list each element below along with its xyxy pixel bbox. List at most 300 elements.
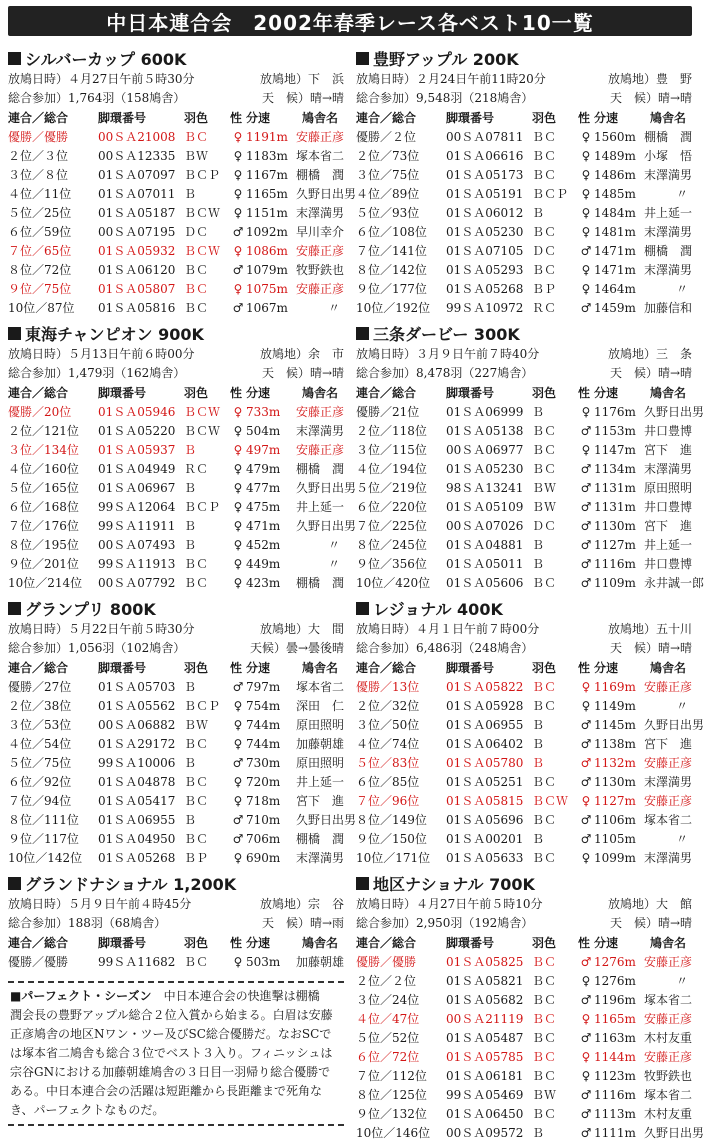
- speed: 1116m: [594, 556, 636, 571]
- square-bullet-icon: [8, 877, 21, 890]
- loft-name: 棚橋 潤: [296, 576, 345, 590]
- speed: 1130m: [594, 518, 636, 533]
- sex: ♀: [233, 499, 243, 514]
- rank: ７位／96位: [356, 794, 420, 808]
- feather-color: ＢＣ: [532, 1050, 557, 1064]
- result-row: [356, 696, 692, 715]
- participation-info: [356, 364, 692, 383]
- rank: ８位／245位: [356, 538, 427, 552]
- ring-number: 99ＳＡ10006: [98, 756, 176, 770]
- race-section: [8, 596, 357, 867]
- header-cell: 連合／総合: [8, 936, 69, 950]
- ring-number: 99ＳＡ11682: [98, 955, 176, 969]
- race-name: シルバーカップ 600K: [25, 49, 187, 69]
- speed: 449m: [246, 556, 281, 571]
- sex: ♀: [233, 793, 243, 808]
- release-time: 放鳩日時）３月９日午前７時40分: [356, 347, 540, 361]
- ring-number: 01ＳＡ05109: [446, 500, 524, 514]
- sex: ♂: [580, 243, 592, 258]
- header-cell: 性: [578, 661, 591, 675]
- weather: 天 候）晴→晴: [609, 641, 692, 655]
- speed: 1183m: [246, 148, 288, 163]
- loft-name: 末澤満男: [296, 206, 345, 220]
- rank: ９位／150位: [356, 832, 427, 846]
- rank: ３位／８位: [8, 168, 69, 182]
- release-location: 放鳩地）大 間: [259, 622, 344, 636]
- result-row: [8, 848, 344, 867]
- speed: 1131m: [594, 499, 636, 514]
- speed: 1167m: [246, 167, 288, 182]
- ring-number: 00ＳＡ06882: [98, 718, 176, 732]
- speed: 1131m: [594, 480, 636, 495]
- header-cell: 性: [230, 936, 243, 950]
- result-row: [356, 203, 692, 222]
- ring-number: 01ＳＡ06955: [98, 813, 176, 827]
- note-text: 中日本連合会の快進撃は棚橋 潤会長の豊野アップル総合２位入賞から始まる。白眉は安藤正彦鳩舎の地区Nワン・ツー及びSC総合優勝だ。なおSCでは塚本省二鳩舎も総合３位でベスト３入り。フィニッシュは宗谷GNにおける加藤朝雄鳩舎の３日目一羽帰り総合優勝である。中日本連合会の活躍は短距離から長距離まで死角なき、パーフェクトなものだ。: [10, 989, 333, 1117]
- release-time: 放鳩日時）４月27日午前５時30分: [8, 72, 195, 86]
- release-location: 放鳩地）余 市: [259, 347, 344, 361]
- sex: ♂: [580, 736, 592, 751]
- release-time: 放鳩日時）５月22日午前５時30分: [8, 622, 195, 636]
- rank: 10位／192位: [356, 301, 431, 315]
- feather-color: ＢＣ: [184, 282, 209, 296]
- results-header: [356, 383, 692, 402]
- loft-name: 安藤正彦: [296, 282, 345, 296]
- feather-color: ＢＣ: [532, 955, 557, 969]
- ring-number: 01ＳＡ05816: [98, 301, 176, 315]
- loft-name: 木村友重: [644, 1107, 693, 1121]
- rank: 優勝／優勝: [356, 955, 417, 969]
- header-cell: 羽色: [532, 936, 557, 950]
- result-row: [356, 478, 692, 497]
- ring-number: 01ＳＡ04949: [98, 462, 176, 476]
- rank: ２位／121位: [8, 424, 79, 438]
- rank: ６位／220位: [356, 500, 427, 514]
- sex: ♀: [233, 281, 243, 296]
- speed: 1092m: [246, 224, 288, 239]
- feather-color: Ｂ: [532, 832, 545, 846]
- loft-name: 安藤正彦: [644, 1012, 693, 1026]
- rank: ２位／73位: [356, 149, 420, 163]
- ring-number: 01ＳＡ05937: [98, 443, 176, 457]
- loft-name: 塚本省二: [296, 680, 345, 694]
- header-cell: 鳩舎名: [301, 661, 338, 675]
- speed: 1149m: [594, 698, 636, 713]
- feather-color: ＢＣ: [532, 699, 557, 713]
- speed: 1165m: [594, 1011, 636, 1026]
- header-cell: 脚環番号: [446, 111, 495, 125]
- release-time: 放鳩日時）４月１日午前７時00分: [356, 622, 540, 636]
- ring-number: 01ＳＡ06616: [446, 149, 524, 163]
- weather: 天 候）晴→晴: [261, 366, 344, 380]
- result-row: [356, 734, 692, 753]
- sex: ♂: [580, 556, 592, 571]
- loft-name: 宮下 進: [644, 443, 693, 457]
- header-cell: 分速: [594, 111, 619, 125]
- loft-name: 塚本省二: [296, 149, 345, 163]
- rank: ９位／75位: [8, 282, 72, 296]
- result-row: [8, 791, 344, 810]
- sex: ♀: [581, 148, 591, 163]
- sex: ♂: [580, 755, 592, 770]
- feather-color: ＤＣ: [532, 244, 557, 258]
- results-header: [8, 108, 344, 127]
- sex: ♀: [233, 243, 243, 258]
- sex: ♀: [581, 281, 591, 296]
- ring-number: 01ＳＡ05220: [98, 424, 176, 438]
- results-header: [356, 658, 692, 677]
- race-title: [8, 46, 344, 70]
- result-row: [356, 715, 705, 734]
- header-cell: 鳩舎名: [301, 111, 338, 125]
- result-row: [356, 772, 692, 791]
- speed: 1464m: [594, 281, 636, 296]
- header-cell: 羽色: [184, 936, 209, 950]
- loft-name: 加藤信和: [644, 301, 693, 315]
- ring-number: 01ＳＡ05807: [98, 282, 176, 296]
- sex: ♀: [581, 442, 591, 457]
- speed: 733m: [246, 404, 281, 419]
- loft-name: 久野日出男: [296, 813, 357, 827]
- loft-name: 末澤満男: [644, 168, 693, 182]
- rank: 10位／214位: [8, 576, 83, 590]
- ring-number: 01ＳＡ05173: [446, 168, 524, 182]
- result-row: [356, 440, 692, 459]
- header-cell: 羽色: [532, 386, 557, 400]
- rank: ２位／118位: [356, 424, 427, 438]
- loft-name: 安藤正彦: [296, 130, 345, 144]
- feather-color: ＢＣ: [184, 130, 209, 144]
- participation-count: 総合参加）1,056羽（102鳩舎）: [8, 641, 186, 655]
- race-title: [356, 321, 692, 345]
- speed: 1138m: [594, 736, 636, 751]
- ring-number: 01ＳＡ07105: [446, 244, 524, 258]
- feather-color: ＢＰ: [184, 851, 209, 865]
- sex: ♂: [580, 537, 592, 552]
- speed: 1196m: [594, 992, 636, 1007]
- result-row: [356, 554, 692, 573]
- result-row: [8, 696, 344, 715]
- ring-number: 01ＳＡ05191: [446, 187, 524, 201]
- result-row: [8, 241, 344, 260]
- feather-color: Ｂ: [184, 813, 197, 827]
- feather-color: ＢＣＷ: [184, 244, 221, 258]
- result-row: [356, 1085, 692, 1104]
- sex: ♀: [581, 404, 591, 419]
- loft-name: 末澤満男: [296, 851, 345, 865]
- loft-name: 井口豊博: [644, 424, 693, 438]
- ring-number: 01ＳＡ04878: [98, 775, 176, 789]
- speed: 1113m: [594, 1106, 636, 1121]
- speed: 1144m: [594, 1049, 636, 1064]
- ring-number: 01ＳＡ05251: [446, 775, 524, 789]
- feather-color: Ｂ: [532, 405, 545, 419]
- rank: ５位／165位: [8, 481, 79, 495]
- speed: 452m: [246, 537, 281, 552]
- rank: ６位／72位: [356, 1050, 420, 1064]
- result-row: [356, 127, 692, 146]
- result-row: [8, 677, 344, 696]
- rank: 10位／171位: [356, 851, 431, 865]
- sex: ♀: [233, 423, 243, 438]
- ring-number: 01ＳＡ06012: [446, 206, 524, 220]
- header-cell: 鳩舎名: [649, 661, 686, 675]
- feather-color: Ｂ: [184, 481, 197, 495]
- ring-number: 01ＳＡ05780: [446, 756, 524, 770]
- ring-number: 01ＳＡ05785: [446, 1050, 524, 1064]
- ring-number: 01ＳＡ07011: [98, 187, 176, 201]
- loft-name: 加藤朝雄: [296, 955, 345, 969]
- speed: 1111m: [594, 1125, 636, 1140]
- rank: ８位／149位: [356, 813, 427, 827]
- loft-name: 加藤朝雄: [296, 737, 345, 751]
- ring-number: 99ＳＡ11911: [98, 519, 176, 533]
- sex: ♂: [580, 831, 592, 846]
- rank: ５位／25位: [8, 206, 72, 220]
- rank: ５位／219位: [356, 481, 427, 495]
- loft-name: 久野日出男: [644, 1126, 705, 1140]
- participation-count: 総合参加）188羽（68鳩舎）: [8, 916, 167, 930]
- sex: ♂: [232, 812, 244, 827]
- participation-count: 総合参加）2,950羽（192鳩舎）: [356, 916, 534, 930]
- feather-color: Ｂ: [184, 680, 197, 694]
- rank: 10位／420位: [356, 576, 431, 590]
- result-row: [8, 829, 344, 848]
- loft-name: 末澤満男: [644, 462, 693, 476]
- ring-number: 01ＳＡ06450: [446, 1107, 524, 1121]
- participation-info: [8, 364, 344, 383]
- speed: 1481m: [594, 224, 636, 239]
- speed: 1176m: [594, 404, 636, 419]
- header-cell: 羽色: [184, 661, 209, 675]
- rank: ９位／201位: [8, 557, 79, 571]
- result-row: [356, 791, 692, 810]
- feather-color: ＢＣ: [184, 832, 209, 846]
- race-section: [356, 596, 705, 867]
- speed: 797m: [246, 679, 281, 694]
- ring-number: 00ＳＡ07026: [446, 519, 524, 533]
- participation-info: [8, 89, 344, 108]
- header-cell: 連合／総合: [356, 386, 417, 400]
- race-title: [8, 871, 344, 895]
- feather-color: ＢＣ: [184, 737, 209, 751]
- loft-name: 宮下 進: [644, 737, 693, 751]
- sex: ♀: [233, 556, 243, 571]
- result-row: [356, 421, 692, 440]
- result-row: [356, 810, 692, 829]
- speed: 1106m: [594, 812, 636, 827]
- rank: ９位／177位: [356, 282, 427, 296]
- ring-number: 00ＳＡ21119: [446, 1012, 524, 1026]
- result-row: [356, 1047, 692, 1066]
- feather-color: ＢＷ: [184, 718, 209, 732]
- rank: ５位／93位: [356, 206, 420, 220]
- ring-number: 99ＳＡ11913: [98, 557, 176, 571]
- race-title: [8, 596, 344, 620]
- loft-name: 〃: [327, 538, 340, 552]
- square-bullet-icon: [356, 327, 369, 340]
- speed: 720m: [246, 774, 281, 789]
- loft-name: 宮下 進: [644, 519, 693, 533]
- sex: ♀: [233, 129, 243, 144]
- feather-color: ＲＣ: [184, 462, 209, 476]
- sex: ♂: [580, 774, 592, 789]
- release-location: 放鳩地）下 浜: [259, 72, 344, 86]
- sex: ♀: [581, 793, 591, 808]
- result-row: [8, 459, 344, 478]
- ring-number: 01ＳＡ05825: [446, 955, 524, 969]
- release-info: [356, 895, 692, 914]
- ring-number: 99ＳＡ12064: [98, 500, 176, 514]
- speed: 1079m: [246, 262, 288, 277]
- loft-name: 永井誠一郎: [644, 576, 705, 590]
- feather-color: ＢＣＷ: [532, 794, 569, 808]
- speed: 1123m: [594, 1068, 636, 1083]
- sex: ♀: [233, 148, 243, 163]
- header-cell: 性: [230, 661, 243, 675]
- loft-name: 久野日出男: [296, 481, 357, 495]
- feather-color: ＢＣ: [532, 813, 557, 827]
- ring-number: 01ＳＡ04950: [98, 832, 176, 846]
- result-row: [8, 753, 344, 772]
- speed: 744m: [246, 736, 281, 751]
- loft-name: 〃: [675, 832, 688, 846]
- ring-number: 01ＳＡ05928: [446, 699, 524, 713]
- feather-color: ＢＣＰ: [184, 168, 221, 182]
- feather-color: Ｂ: [532, 1126, 545, 1140]
- header-cell: 脚環番号: [98, 111, 147, 125]
- loft-name: 末澤満男: [644, 225, 693, 239]
- loft-name: 久野日出男: [644, 718, 705, 732]
- participation-count: 総合参加）9,548羽（218鳩舎）: [356, 91, 534, 105]
- result-row: [8, 772, 344, 791]
- ring-number: 00ＳＡ07792: [98, 576, 176, 590]
- ring-number: 01ＳＡ05946: [98, 405, 176, 419]
- header-cell: 連合／総合: [356, 661, 417, 675]
- speed: 1116m: [594, 1087, 636, 1102]
- result-row: [8, 165, 344, 184]
- participation-info: [356, 914, 692, 933]
- sex: ♀: [233, 518, 243, 533]
- rank: ３位／53位: [8, 718, 72, 732]
- rank: ７位／65位: [8, 244, 72, 258]
- ring-number: 01ＳＡ06955: [446, 718, 524, 732]
- rank: ８位／111位: [8, 813, 79, 827]
- feather-color: ＢＣ: [532, 424, 557, 438]
- sex: ♀: [581, 1068, 591, 1083]
- result-row: [356, 497, 692, 516]
- loft-name: 〃: [327, 301, 340, 315]
- sex: ♀: [233, 167, 243, 182]
- speed: 744m: [246, 717, 281, 732]
- rank: ４位／54位: [8, 737, 72, 751]
- header-cell: 鳩舎名: [649, 386, 686, 400]
- sex: ♂: [580, 812, 592, 827]
- ring-number: 01ＳＡ05606: [446, 576, 524, 590]
- feather-color: ＢＣＰ: [184, 699, 221, 713]
- speed: 1151m: [246, 205, 288, 220]
- race-section: [8, 871, 344, 971]
- release-info: [8, 895, 344, 914]
- square-bullet-icon: [8, 602, 21, 615]
- rank: 10位／142位: [8, 851, 83, 865]
- speed: 1489m: [594, 148, 636, 163]
- rank: 優勝／優勝: [8, 130, 69, 144]
- feather-color: ＢＣ: [532, 168, 557, 182]
- release-info: [8, 70, 344, 89]
- sex: ♀: [233, 442, 243, 457]
- feather-color: ＢＷ: [184, 149, 209, 163]
- result-row: [8, 715, 344, 734]
- sex: ♂: [580, 992, 592, 1007]
- ring-number: 01ＳＡ05293: [446, 263, 524, 277]
- rank: ３位／75位: [356, 168, 420, 182]
- sex: ♂: [580, 717, 592, 732]
- speed: 1163m: [594, 1030, 636, 1045]
- sex: ♀: [233, 404, 243, 419]
- loft-name: 久野日出男: [296, 519, 357, 533]
- speed: 1127m: [594, 537, 636, 552]
- feather-color: ＢＣ: [532, 576, 557, 590]
- rank: ５位／83位: [356, 756, 420, 770]
- feather-color: ＢＣ: [532, 443, 557, 457]
- header-cell: 羽色: [532, 661, 557, 675]
- ring-number: 00ＳＡ21008: [98, 130, 176, 144]
- loft-name: 井口豊博: [644, 500, 693, 514]
- results-header: [356, 108, 692, 127]
- sex: ♀: [581, 186, 591, 201]
- speed: 710m: [246, 812, 281, 827]
- speed: 1130m: [594, 774, 636, 789]
- sex: ♀: [581, 679, 591, 694]
- header-cell: 連合／総合: [356, 936, 417, 950]
- ring-number: 01ＳＡ05487: [446, 1031, 524, 1045]
- feather-color: ＢＰ: [532, 282, 557, 296]
- sex: ♂: [232, 755, 244, 770]
- loft-name: 〃: [675, 974, 688, 988]
- loft-name: 井上延一: [644, 206, 693, 220]
- sex: ♀: [581, 205, 591, 220]
- speed: 1099m: [594, 850, 636, 865]
- rank: ５位／75位: [8, 756, 72, 770]
- loft-name: 安藤正彦: [296, 443, 345, 457]
- rank: ８位／72位: [8, 263, 72, 277]
- ring-number: 01ＳＡ05268: [98, 851, 176, 865]
- result-row: [8, 535, 344, 554]
- result-row: [8, 279, 344, 298]
- sex: ♀: [581, 167, 591, 182]
- feather-color: ＢＣ: [532, 851, 557, 865]
- ring-number: 01ＳＡ05187: [98, 206, 176, 220]
- speed: 1153m: [594, 423, 636, 438]
- ring-number: 01ＳＡ05011: [446, 557, 524, 571]
- ring-number: 01ＳＡ06181: [446, 1069, 524, 1083]
- ring-number: 01ＳＡ05682: [446, 993, 524, 1007]
- result-row: [356, 971, 692, 990]
- loft-name: 安藤正彦: [296, 405, 345, 419]
- speed: 471m: [246, 518, 281, 533]
- feather-color: ＢＣ: [184, 576, 209, 590]
- loft-name: 棚橋 潤: [296, 832, 345, 846]
- feather-color: ＢＣ: [532, 993, 557, 1007]
- release-info: [356, 620, 692, 639]
- rank: ５位／52位: [356, 1031, 420, 1045]
- loft-name: 〃: [327, 557, 340, 571]
- perfect-season-note: [8, 981, 344, 1126]
- rank: 優勝／優勝: [8, 955, 69, 969]
- loft-name: 安藤正彦: [644, 1050, 693, 1064]
- square-bullet-icon: [356, 877, 369, 890]
